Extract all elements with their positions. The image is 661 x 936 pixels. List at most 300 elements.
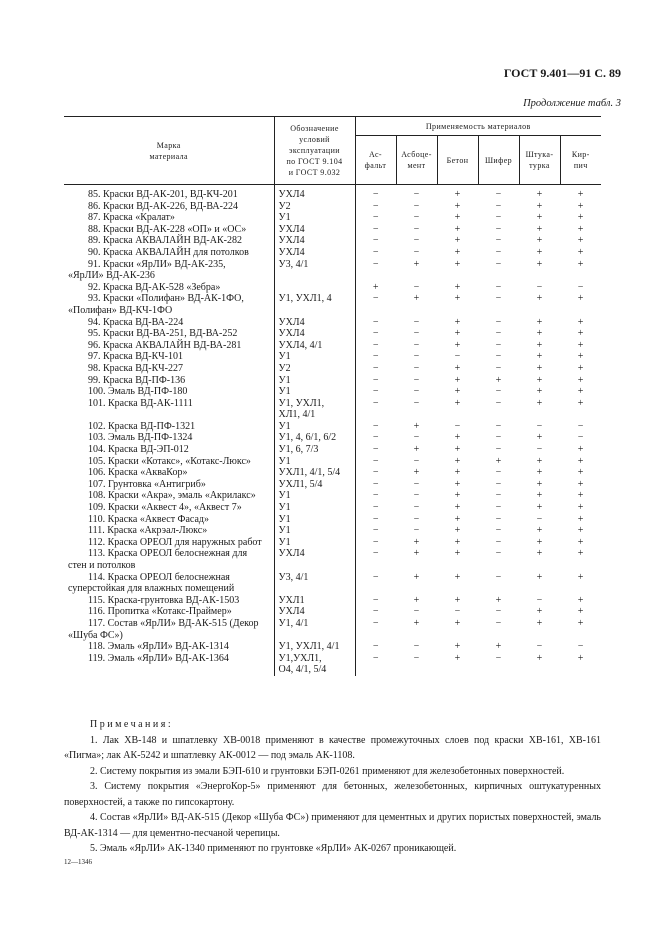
note-item: 2. Систему покрытия из эмали БЭП-610 и грунтовки БЭП-0261 применяют для железобетонных поверхностей. (90, 765, 565, 777)
applicability-mark: + (536, 316, 543, 328)
applicability-mark: + (454, 223, 461, 235)
applicability-mark: + (577, 548, 584, 560)
applicability-mark: + (536, 293, 543, 305)
applicability-mark: + (536, 617, 543, 629)
table-row (64, 467, 601, 479)
applicability-mark: + (577, 525, 584, 537)
applicability-mark: − (372, 571, 379, 583)
applicability-mark: − (577, 432, 584, 444)
applicability-mark: − (413, 606, 420, 618)
applicability-mark: − (372, 223, 379, 235)
applicability-mark: + (454, 478, 461, 490)
applicability-mark: − (372, 374, 379, 386)
applicability-mark: + (536, 328, 543, 340)
operating-conditions: У1 (274, 212, 355, 224)
applicability-mark: + (454, 617, 461, 629)
applicability-mark: − (372, 641, 379, 653)
applicability-mark: + (536, 200, 543, 212)
applicability-mark: + (454, 362, 461, 374)
applicability-mark: + (577, 258, 584, 270)
material-name: 112. Краска ОРЕОЛ для наружных работ (88, 536, 262, 548)
operating-conditions: УХЛ4 (274, 317, 355, 329)
materials-table (64, 116, 601, 676)
applicability-mark: + (577, 235, 584, 247)
applicability-mark: − (372, 652, 379, 664)
applicability-mark: + (454, 189, 461, 200)
applicability-mark: + (577, 328, 584, 340)
applicability-mark: + (536, 455, 543, 467)
applicability-mark: − (413, 513, 420, 525)
operating-conditions: УХЛ4, 4/1 (274, 340, 355, 352)
applicability-mark: + (413, 467, 420, 479)
applicability-mark: + (577, 386, 584, 398)
applicability-mark: − (495, 536, 502, 548)
applicability-mark: − (372, 397, 379, 409)
page-header: ГОСТ 9.401—91 С. 89 (503, 66, 621, 80)
applicability-mark: − (536, 641, 543, 653)
applicability-mark: + (577, 212, 584, 224)
applicability-mark: − (495, 571, 502, 583)
applicability-mark: + (495, 374, 502, 386)
applicability-mark: − (372, 235, 379, 247)
applicability-mark: + (577, 490, 584, 502)
applicability-mark: − (495, 467, 502, 479)
applicability-mark: − (372, 293, 379, 305)
applicability-mark: − (413, 200, 420, 212)
applicability-mark: − (536, 513, 543, 525)
applicability-mark: + (536, 374, 543, 386)
table-row (64, 653, 601, 676)
applicability-mark: + (454, 513, 461, 525)
applicability-mark: − (372, 420, 379, 432)
applicability-mark: + (454, 536, 461, 548)
applicability-mark: + (454, 374, 461, 386)
header-material-col: Бетон (437, 136, 478, 185)
applicability-mark: + (454, 293, 461, 305)
applicability-mark: + (413, 293, 420, 305)
material-name: 94. Краска ВД-ВА-224 (88, 316, 184, 328)
applicability-mark: − (577, 641, 584, 653)
applicability-mark: + (454, 200, 461, 212)
applicability-mark: − (495, 617, 502, 629)
applicability-mark: + (536, 467, 543, 479)
material-name: 108. Краски «Акра», эмаль «Акрилакс» (88, 490, 256, 502)
applicability-mark: − (413, 455, 420, 467)
material-name: 89. Краска АКВАЛАЙН ВД-АК-282 (88, 235, 242, 247)
table-row (64, 398, 601, 421)
applicability-mark: + (372, 281, 379, 293)
applicability-mark: − (372, 258, 379, 270)
material-name: 96. Краска АКВАЛАЙН ВД-ВА-281 (88, 339, 242, 351)
applicability-mark: − (495, 478, 502, 490)
material-name: 101. Краска ВД-АК-1111 (88, 397, 193, 409)
applicability-mark: − (372, 525, 379, 537)
table-row (64, 340, 601, 352)
table-row (64, 537, 601, 549)
applicability-mark: − (372, 386, 379, 398)
table-row (64, 386, 601, 398)
applicability-mark: − (413, 235, 420, 247)
applicability-mark: − (413, 351, 420, 363)
table-row (64, 548, 601, 571)
applicability-mark: + (577, 246, 584, 258)
applicability-mark: − (495, 328, 502, 340)
applicability-mark: + (413, 617, 420, 629)
applicability-mark: + (454, 397, 461, 409)
operating-conditions: У1 (274, 490, 355, 502)
applicability-mark: + (536, 223, 543, 235)
applicability-mark: − (536, 444, 543, 456)
applicability-mark: − (495, 525, 502, 537)
applicability-mark: + (577, 513, 584, 525)
operating-conditions: УХЛ4 (274, 606, 355, 618)
applicability-mark: + (536, 606, 543, 618)
applicability-mark: + (536, 212, 543, 224)
notes-title: Примечания: (90, 719, 174, 730)
applicability-mark: − (495, 223, 502, 235)
applicability-mark: − (413, 374, 420, 386)
applicability-mark: − (495, 652, 502, 664)
applicability-mark: − (495, 432, 502, 444)
operating-conditions (274, 282, 355, 294)
applicability-mark: − (372, 594, 379, 606)
operating-conditions: У1 (274, 456, 355, 468)
material-name: 85. Краски ВД-АК-201, ВД-КЧ-201 (88, 189, 238, 200)
applicability-mark: − (372, 246, 379, 258)
material-name: 87. Краска «Кралат» (88, 212, 175, 224)
material-name: 98. Краска ВД-КЧ-227 (88, 362, 183, 374)
applicability-mark: − (413, 328, 420, 340)
applicability-mark: − (495, 189, 502, 200)
applicability-mark: − (413, 316, 420, 328)
applicability-mark: − (413, 478, 420, 490)
table-row (64, 363, 601, 375)
applicability-mark: − (495, 339, 502, 351)
applicability-mark: + (536, 351, 543, 363)
note-item: 5. Эмаль «ЯрЛИ» АК-1340 применяют по грунтовке «ЯрЛИ» АК-0267 проникающей. (90, 843, 457, 854)
operating-conditions: У1, УХЛ1, 4 (274, 293, 355, 316)
applicability-mark: − (372, 455, 379, 467)
applicability-mark: + (536, 258, 543, 270)
applicability-mark: − (413, 212, 420, 224)
table-row (64, 572, 601, 595)
applicability-mark: + (454, 328, 461, 340)
applicability-mark: + (536, 525, 543, 537)
applicability-mark: − (413, 223, 420, 235)
header-conditions: Обозначение условий эксплуатации по ГОСТ 9.104 и ГОСТ 9.032 (274, 117, 355, 185)
applicability-mark: + (577, 536, 584, 548)
table-row (64, 293, 601, 316)
applicability-mark: + (536, 246, 543, 258)
applicability-mark: − (495, 235, 502, 247)
applicability-mark: + (454, 212, 461, 224)
applicability-mark: − (495, 397, 502, 409)
table-row (64, 185, 601, 201)
applicability-mark: − (536, 420, 543, 432)
applicability-mark: + (577, 467, 584, 479)
operating-conditions: УХЛ4 (274, 235, 355, 247)
applicability-mark: + (577, 223, 584, 235)
applicability-mark: + (536, 548, 543, 560)
applicability-mark: − (372, 606, 379, 618)
applicability-mark: − (372, 200, 379, 212)
applicability-mark: − (495, 293, 502, 305)
applicability-mark: + (577, 594, 584, 606)
applicability-mark: − (495, 246, 502, 258)
applicability-mark: − (495, 200, 502, 212)
material-name: 115. Краска-грунтовка ВД-АК-1503 (88, 594, 240, 606)
material-name: 86. Краски ВД-АК-226, ВД-ВА-224 (88, 200, 238, 212)
applicability-mark: − (413, 490, 420, 502)
header-applicability: Применяемость материалов (355, 117, 601, 136)
note-item: 3. Систему покрытия «ЭнергоКор-5» применяют для бетонных, железобетонных, кирпичных оштукатуренных поверхностей, а также по гипсокартону. (64, 781, 601, 808)
applicability-mark: + (454, 316, 461, 328)
table-row (64, 456, 601, 468)
table-row (64, 479, 601, 491)
applicability-mark: − (495, 490, 502, 502)
applicability-mark: − (536, 281, 543, 293)
applicability-mark: + (536, 536, 543, 548)
applicability-mark: + (413, 536, 420, 548)
applicability-mark: − (372, 513, 379, 525)
applicability-mark: + (577, 444, 584, 456)
applicability-mark: + (536, 362, 543, 374)
table-row (64, 525, 601, 537)
applicability-mark: + (454, 594, 461, 606)
applicability-mark: − (413, 362, 420, 374)
applicability-mark: − (372, 339, 379, 351)
applicability-mark: − (495, 281, 502, 293)
applicability-mark: − (413, 397, 420, 409)
table-row (64, 259, 601, 282)
applicability-mark: − (454, 351, 461, 363)
applicability-mark: + (577, 339, 584, 351)
operating-conditions: УХЛ4 (274, 185, 355, 201)
table-row (64, 282, 601, 294)
applicability-mark: − (495, 258, 502, 270)
material-name: 100. Эмаль ВД-ПФ-180 (88, 386, 188, 398)
applicability-mark: + (454, 339, 461, 351)
applicability-mark: + (536, 235, 543, 247)
applicability-mark: − (413, 246, 420, 258)
operating-conditions: У1 (274, 351, 355, 363)
applicability-mark: + (536, 339, 543, 351)
operating-conditions: У1 (274, 502, 355, 514)
material-name: 106. Краска «АкваКор» (88, 467, 188, 479)
applicability-mark: − (372, 548, 379, 560)
table-row (64, 514, 601, 526)
applicability-mark: + (536, 386, 543, 398)
applicability-mark: + (536, 432, 543, 444)
material-name: 119. Эмаль «ЯрЛИ» ВД-АК-1364 (88, 652, 229, 664)
applicability-mark: − (413, 641, 420, 653)
applicability-mark: + (454, 490, 461, 502)
applicability-mark: − (413, 189, 420, 200)
material-name: 92. Краска ВД-АК-528 «Зебра» (88, 281, 221, 293)
applicability-mark: + (577, 200, 584, 212)
table-row (64, 247, 601, 259)
applicability-mark: + (454, 641, 461, 653)
operating-conditions: УХЛ4 (274, 247, 355, 259)
operating-conditions: У1, УХЛ1, 4/1 (274, 641, 355, 653)
material-name: 109. Краски «Аквест 4», «Аквест 7» (88, 502, 242, 514)
applicability-mark: − (372, 189, 379, 200)
applicability-mark: − (372, 212, 379, 224)
applicability-mark: + (454, 502, 461, 514)
operating-conditions: У1 (274, 514, 355, 526)
applicability-mark: + (454, 525, 461, 537)
applicability-mark: + (454, 548, 461, 560)
note-item: 4. Состав «ЯрЛИ» ВД-АК-515 (Декор «Шуба ФС») применяют для цементных и других пористых поверхностей, эмаль ВД-АК-1314 — для цементно-песчаной черепицы. (64, 812, 601, 839)
material-name: 99. Краска ВД-ПФ-136 (88, 374, 186, 386)
applicability-mark: − (495, 420, 502, 432)
applicability-mark: − (495, 316, 502, 328)
operating-conditions: УХЛ4 (274, 548, 355, 571)
operating-conditions: У2 (274, 363, 355, 375)
applicability-mark: − (495, 362, 502, 374)
applicability-mark: − (372, 502, 379, 514)
applicability-mark: − (372, 478, 379, 490)
applicability-mark: − (372, 328, 379, 340)
operating-conditions: УХЛ1, 5/4 (274, 479, 355, 491)
applicability-mark: − (577, 281, 584, 293)
operating-conditions: УХЛ1, 4/1, 5/4 (274, 467, 355, 479)
applicability-mark: + (454, 571, 461, 583)
table-row (64, 606, 601, 618)
table-row (64, 490, 601, 502)
applicability-mark: − (495, 351, 502, 363)
operating-conditions: У1,УХЛ1, О4, 4/1, 5/4 (274, 653, 355, 676)
header-material-col: Кир- пич (560, 136, 601, 185)
material-name: 91. Краски «ЯрЛИ» ВД-АК-235, «ЯрЛИ» ВД-АК-236 (68, 258, 226, 282)
table-row (64, 432, 601, 444)
applicability-mark: + (454, 386, 461, 398)
applicability-mark: + (454, 652, 461, 664)
material-name: 103. Эмаль ВД-ПФ-1324 (88, 432, 193, 444)
material-name: 93. Краски «Полифан» ВД-АК-1ФО, «Полифан» ВД-КЧ-1ФО (68, 293, 244, 316)
applicability-mark: − (372, 362, 379, 374)
table-row (64, 201, 601, 213)
applicability-mark: − (454, 420, 461, 432)
applicability-mark: + (577, 652, 584, 664)
applicability-mark: + (413, 571, 420, 583)
applicability-mark: − (372, 316, 379, 328)
operating-conditions: У1, 6, 7/3 (274, 444, 355, 456)
table-row (64, 641, 601, 653)
material-name: 111. Краска «Акрэал-Люкс» (88, 525, 208, 537)
material-name: 95. Краски ВД-ВА-251, ВД-ВА-252 (88, 328, 238, 340)
applicability-mark: + (454, 281, 461, 293)
table-row (64, 212, 601, 224)
applicability-mark: − (495, 548, 502, 560)
header-material-col: Ас- фальт (355, 136, 396, 185)
applicability-mark: − (495, 513, 502, 525)
applicability-mark: + (577, 455, 584, 467)
operating-conditions: У1, 4/1 (274, 618, 355, 641)
applicability-mark: − (372, 444, 379, 456)
applicability-mark: + (454, 235, 461, 247)
applicability-mark: + (536, 478, 543, 490)
material-name: 117. Состав «ЯрЛИ» ВД-АК-515 (Декор «Шуба ФС») (68, 617, 259, 641)
material-name: 102. Краска ВД-ПФ-1321 (88, 420, 196, 432)
applicability-mark: − (372, 467, 379, 479)
note-item: 1. Лак ХВ-148 и шпатлевку ХВ-0018 применяют в качестве промежуточных слоев под краски ХВ-161, ХВ-161 «Пигма»; лак АК-5242 и шпатлевку АК-0012 — под эмаль АК-1108. (64, 734, 601, 761)
applicability-mark: − (577, 420, 584, 432)
applicability-mark: − (413, 386, 420, 398)
material-name: 105. Краски «Котакс», «Котакс-Люкс» (88, 455, 251, 467)
material-name: 116. Пропитка «Котакс-Праймер» (88, 606, 232, 618)
applicability-mark: − (413, 432, 420, 444)
material-name: 114. Краска ОРЕОЛ белоснежная суперстойкая для влажных помещений (68, 571, 235, 595)
applicability-mark: − (413, 281, 420, 293)
applicability-mark: + (454, 455, 461, 467)
applicability-mark: + (495, 455, 502, 467)
applicability-mark: − (495, 212, 502, 224)
applicability-mark: − (536, 594, 543, 606)
applicability-mark: − (372, 351, 379, 363)
header-material-col: Штука- турка (519, 136, 560, 185)
material-name: 110. Краска «Аквест Фасад» (88, 513, 209, 525)
applicability-mark: − (372, 432, 379, 444)
applicability-mark: + (536, 571, 543, 583)
applicability-mark: − (454, 606, 461, 618)
applicability-mark: − (413, 652, 420, 664)
applicability-mark: + (413, 420, 420, 432)
operating-conditions: У1 (274, 386, 355, 398)
table-row (64, 328, 601, 340)
applicability-mark: + (577, 606, 584, 618)
table-row (64, 224, 601, 236)
applicability-mark: + (577, 478, 584, 490)
applicability-mark: − (495, 386, 502, 398)
operating-conditions: УХЛ4 (274, 224, 355, 236)
applicability-mark: + (454, 246, 461, 258)
applicability-mark: + (536, 189, 543, 200)
applicability-mark: + (577, 316, 584, 328)
applicability-mark: + (536, 652, 543, 664)
applicability-mark: + (577, 617, 584, 629)
material-name: 107. Грунтовка «Антигриб» (88, 478, 206, 490)
applicability-mark: − (413, 339, 420, 351)
header-material-col: Асбоце- мент (396, 136, 437, 185)
applicability-mark: − (413, 502, 420, 514)
applicability-mark: + (413, 594, 420, 606)
operating-conditions: У1, 4, 6/1, 6/2 (274, 432, 355, 444)
table-row (64, 444, 601, 456)
applicability-mark: − (372, 536, 379, 548)
operating-conditions: У3, 4/1 (274, 572, 355, 595)
table-row (64, 375, 601, 387)
table-continuation-label: Продолжение табл. 3 (523, 98, 621, 109)
material-name: 104. Краска ВД-ЭП-012 (88, 444, 189, 456)
operating-conditions: У1 (274, 375, 355, 387)
table-row (64, 235, 601, 247)
applicability-mark: + (536, 490, 543, 502)
applicability-mark: + (536, 397, 543, 409)
applicability-mark: + (577, 189, 584, 200)
table-row (64, 502, 601, 514)
applicability-mark: + (577, 362, 584, 374)
table-row (64, 618, 601, 641)
applicability-mark: − (413, 525, 420, 537)
applicability-mark: + (577, 571, 584, 583)
applicability-mark: + (495, 641, 502, 653)
applicability-mark: + (413, 548, 420, 560)
applicability-mark: + (454, 258, 461, 270)
operating-conditions: У1 (274, 537, 355, 549)
operating-conditions: У1, УХЛ1, ХЛ1, 4/1 (274, 398, 355, 421)
table-row (64, 595, 601, 607)
